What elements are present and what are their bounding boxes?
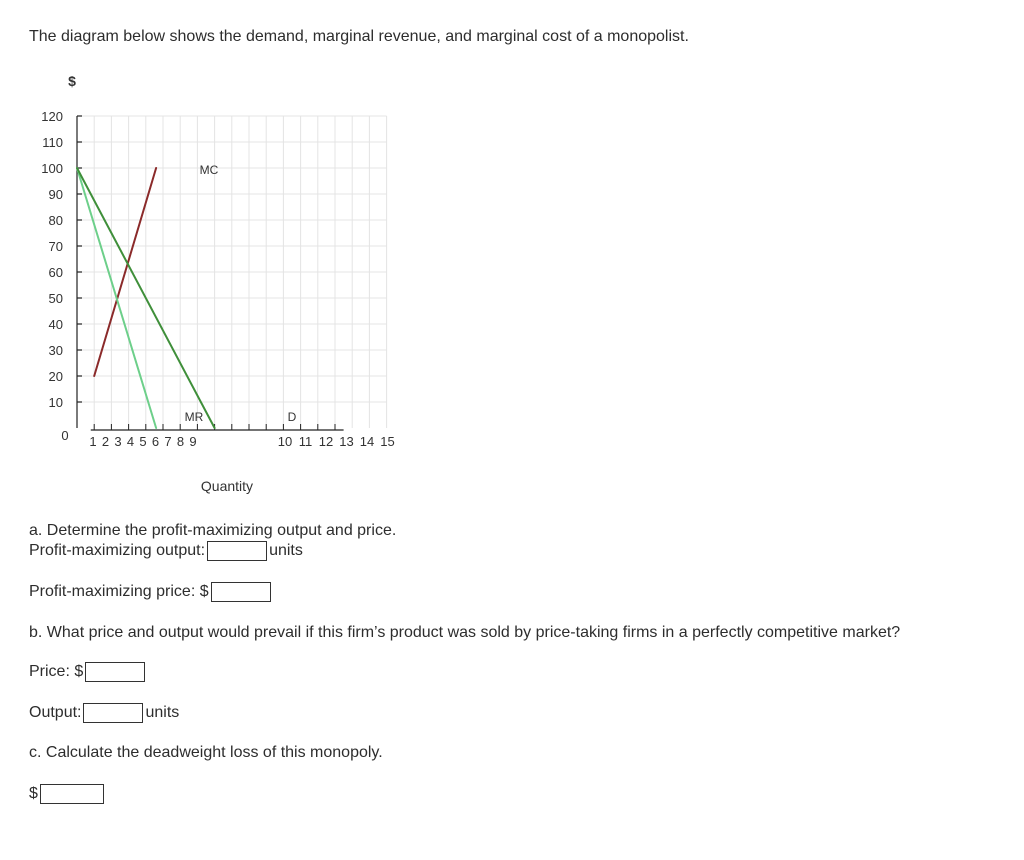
- series-d-label: D: [287, 410, 297, 424]
- y-axis-label: $: [68, 73, 76, 89]
- y-tick-label: 100: [41, 161, 63, 176]
- origin-label: 0: [61, 428, 69, 443]
- profit-max-price-input[interactable]: [211, 582, 271, 602]
- question-c: [29, 744, 383, 762]
- question-b-price-row: [29, 662, 147, 682]
- output-unit: units: [269, 542, 303, 559]
- question-a: [29, 522, 396, 540]
- x-tick-label: 9: [189, 434, 197, 449]
- y-tick-label: 90: [48, 187, 63, 202]
- y-tick-label: 10: [48, 395, 63, 410]
- question-c-text: c. Calculate the deadweight loss of this monopoly.: [29, 744, 383, 761]
- intro-text: The diagram below shows the demand, marginal revenue, and marginal cost of a monopolist.: [29, 28, 689, 45]
- comp-price-label: Price: $: [29, 663, 84, 680]
- x-tick-label: 15: [380, 434, 395, 449]
- series-mc-label: MC: [199, 163, 219, 177]
- question-b-text: b. What price and output would prevail if this firm’s product was sold by price-taking firms in a perfectly competitive market?: [29, 624, 901, 641]
- comp-output-unit: units: [145, 704, 180, 721]
- question-c-row: [29, 784, 106, 804]
- x-tick-label: 1: [89, 434, 97, 449]
- profit-max-output-input[interactable]: [207, 541, 267, 561]
- x-tick-label: 13: [339, 434, 354, 449]
- x-tick-label: 5: [139, 434, 147, 449]
- series: [77, 163, 297, 428]
- x-tick-label: 4: [126, 434, 135, 449]
- x-tick-label: 11: [298, 434, 313, 449]
- y-tick-label: 120: [41, 109, 63, 124]
- x-tick-label: 8: [176, 434, 185, 449]
- x-tick-label: 2: [101, 434, 110, 449]
- economics-chart: [0, 0, 420, 510]
- competitive-output-input[interactable]: [83, 703, 143, 723]
- x-tick-label: 10: [277, 434, 293, 449]
- deadweight-loss-input[interactable]: [40, 784, 104, 804]
- x-tick-label: 3: [114, 434, 122, 449]
- y-tick-label: 30: [48, 343, 63, 358]
- dwl-dollar-label: $: [29, 785, 38, 802]
- y-tick-label: 110: [42, 135, 63, 150]
- y-tick-label: 50: [48, 291, 63, 306]
- series-mr-label: MR: [184, 410, 204, 424]
- x-axis-label: Quantity: [200, 478, 254, 494]
- y-tick-label: 20: [48, 369, 63, 384]
- x-tick-label: 6: [151, 434, 160, 449]
- question-a-price-row: [29, 582, 273, 602]
- grid: [77, 116, 387, 428]
- x-tick-label: 14: [359, 434, 375, 449]
- question-b-output-row: [29, 703, 179, 723]
- y-tick-label: 60: [48, 265, 63, 280]
- y-tick-label: 80: [48, 213, 63, 228]
- y-tick-label: 70: [48, 239, 63, 254]
- output-label: Profit-maximizing output:: [29, 542, 206, 559]
- question-a-output-row: [29, 541, 303, 561]
- question-a-text: a. Determine the profit-maximizing output and price.: [29, 522, 397, 539]
- y-tick-label: 40: [48, 317, 63, 332]
- price-label: Profit-maximizing price: $: [29, 583, 209, 600]
- question-b: [29, 624, 900, 642]
- comp-output-label: Output:: [29, 704, 82, 721]
- x-tick-label: 12: [318, 434, 334, 449]
- x-tick-label: 7: [164, 434, 172, 449]
- competitive-price-input[interactable]: [85, 662, 145, 682]
